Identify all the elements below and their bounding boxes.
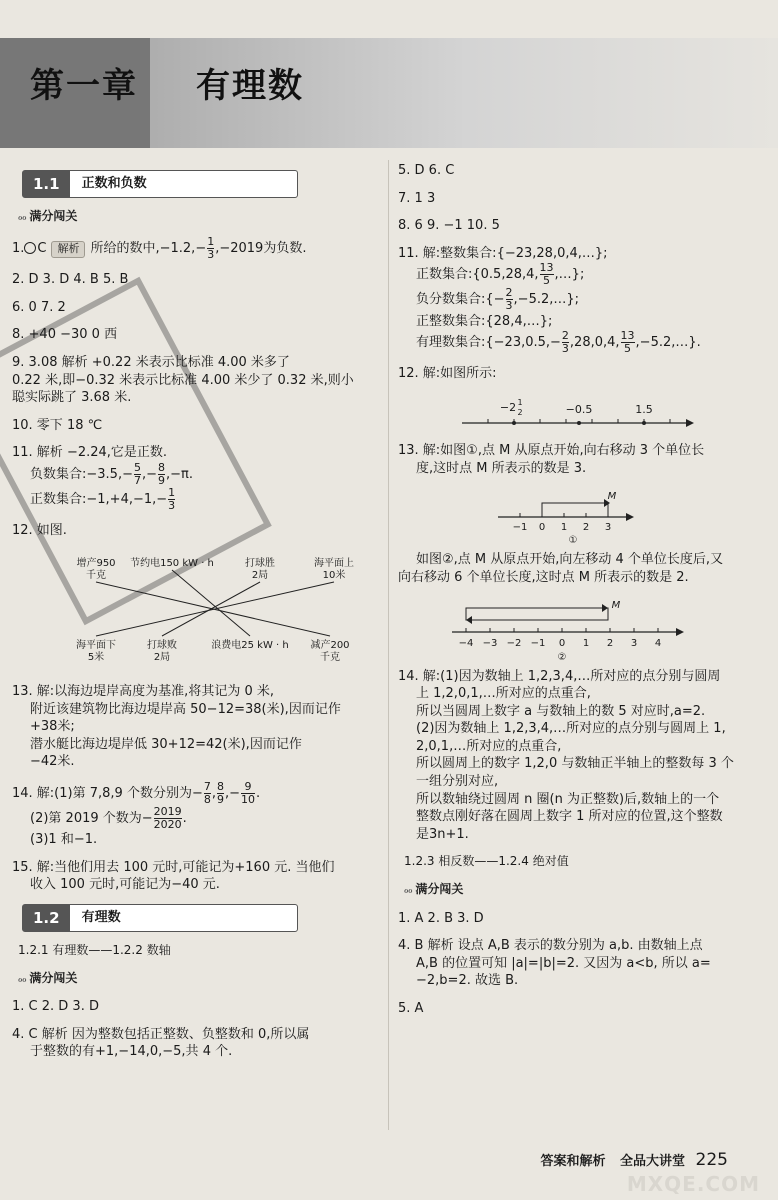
footer-label: 答案和解析 <box>540 1154 606 1169</box>
right-column <box>398 162 758 1027</box>
analysis-tag: 解析 <box>51 241 85 258</box>
number-line-2 <box>398 596 758 662</box>
section-1-2-bar <box>22 904 298 932</box>
column-divider <box>388 160 389 1130</box>
marker-icon: ℴℴ <box>404 886 413 897</box>
nl2-caption: ② <box>557 652 567 663</box>
diagram-top-3a: 打球胜 <box>245 557 275 569</box>
diagram-bot-2a: 打球败 <box>147 639 177 651</box>
svg-text:−1: −1 <box>530 638 546 650</box>
svg-text:−4: −4 <box>458 638 474 650</box>
answer-1-3: 1. C 2. D 3. D <box>12 999 99 1015</box>
nl12-frac-num: 1 <box>517 397 523 407</box>
watermark: MXQE.COM <box>626 1172 760 1196</box>
answer-13-b: 如图②,点 M 从原点开始,向左移动 4 个单位长度后,又 向右移动 6 个单位长度,这时点 M 所表示的数是 2. <box>398 552 724 585</box>
matching-diagram <box>12 556 372 668</box>
section-title: 有理数 <box>81 910 121 926</box>
chapter-label: 第一章 <box>30 66 138 106</box>
answer-14: 14. 解:(1)第 7,8,9 个数分别为− $\frac{7}{8}$ , $\frac{8}{9}$ ,− $\frac{9}{10}$ . (2)第 2019 个数为− $\frac{2019}{2020}$ . (3)1 和−1. <box>12 779 261 848</box>
answer-6-7: 6. 0 7. 2 <box>12 299 66 315</box>
check-icon <box>24 242 36 254</box>
answer-1: 1. C 解析 所给的数中,−1.2,− $\frac{1}{3}$ ,−2019为负数. <box>12 235 307 262</box>
diagram-top-1b: 千克 <box>86 569 106 581</box>
section-1-1-bar <box>22 170 298 198</box>
left-column <box>12 170 380 1071</box>
diagram-top-3b: 2局 <box>251 569 269 581</box>
diagram-top-4a: 海平面上 <box>314 557 354 569</box>
svg-text:4: 4 <box>654 638 662 650</box>
nl12-frac-den: 2 <box>517 407 523 417</box>
diagram-bot-4b: 千克 <box>320 651 340 663</box>
svg-text:1: 1 <box>582 638 590 650</box>
full-score-heading: ℴℴ 满分闯关 <box>18 209 78 223</box>
answer-14: 14. 解:(1)因为数轴上 1,2,3,4,…所对应的点分别与圆周 上 1,2,0,1,…所对应的点重合, 所以当圆周上数字 a 与数轴上的数 5 对应时,a=2. (2)因为数轴上 1,2,3,4,…所对应的点分别与圆周上 1, 2,0,1,…所对应的点重合, 所以圆周上的数字 1,2,0 与数轴正半轴上的整数每 3 个 一组分别对应, 所以数轴绕过圆周 n 圈(n 为正整数)后,数轴上的一个 整数点刚好落在圆周上数字 1 所对应的位置,这个整数 是3n+1. <box>398 668 734 842</box>
answer-13: 13. 解:如图①,点 M 从原点开始,向右移动 3 个单位长 度,这时点 M 所表示的数是 3. <box>398 443 705 476</box>
fraction: $\frac{1}{3}$ <box>207 235 215 262</box>
answer-4-b: 4. B 解析 设点 A,B 表示的数分别为 a,b. 由数轴上点 A,B 的位置可知 |a|=|b|=2. 又因为 a<b, 所以 a= −2,b=2. 故选 B. <box>398 938 711 989</box>
answer-5-b: 5. A <box>398 1000 424 1016</box>
answer-5-6: 5. D 6. C <box>398 163 455 178</box>
section-title: 正数和负数 <box>81 176 147 192</box>
diagram-bot-1b: 5米 <box>87 651 105 663</box>
full-score-heading: ℴℴ 满分闯关 <box>404 882 464 897</box>
subsection-title: 1.2.1 有理数——1.2.2 数轴 <box>18 942 171 957</box>
answer-7: 7. 1 3 <box>398 190 436 206</box>
marker-icon: ℴℴ <box>18 213 27 223</box>
number-line-1 <box>398 487 758 545</box>
svg-text:0: 0 <box>538 522 546 534</box>
diagram-bot-2b: 2局 <box>153 651 171 663</box>
diagram-top-4b: 10米 <box>322 569 346 581</box>
svg-text:−3: −3 <box>482 638 498 650</box>
page-footer <box>540 1150 728 1170</box>
answer-11: 11. 解析 −2.24,它是正数. 负数集合:−3.5,− $\frac{5}{7}$ ,− $\frac{8}{9}$ ,−π. 正数集合:−1,+4,−1,− $\frac{1}{3}$ <box>12 445 193 513</box>
answer-11-sets: 11. 解:整数集合:{−23,28,0,4,…}; 正数集合:{0.5,28,4, $\frac{13}{5}$ ,…}; 负分数集合:{− $\frac{2}{3}$ ,−5.2,…}; 正整数集合:{28,4,…}; 有理数集合:{−23,0.5,− $\frac{2}{3}$ ,28,0,4, $\frac{13}{5}$ ,−5.2,…}. <box>398 245 701 356</box>
diagram-bot-1a: 海平面下 <box>76 639 116 651</box>
nl12-label-int: −2 <box>499 400 517 414</box>
diagram-bot-3: 浪费电25 kW · h <box>211 639 289 651</box>
subsection-title: 1.2.3 相反数——1.2.4 绝对值 <box>404 854 569 869</box>
nl1-caption: ① <box>568 535 578 546</box>
answer-15: 15. 解:当他们用去 100 元时,可能记为+160 元. 当他们 收入 100 元时,可能记为−40 元. <box>12 859 335 893</box>
number-line-12 <box>398 393 758 437</box>
answer-2-5: 2. D 3. D 4. B 5. B <box>12 272 129 288</box>
full-score-heading: ℴℴ 满分闯关 <box>18 971 78 986</box>
footer-brand: 全品大讲堂 <box>620 1154 686 1169</box>
answer-10: 10. 零下 18 ℃ <box>12 417 103 433</box>
nl2-m: M <box>611 600 621 612</box>
answer-12: 12. 如图. <box>12 523 67 539</box>
svg-text:1: 1 <box>560 522 568 534</box>
svg-text:3: 3 <box>630 638 638 650</box>
diagram-top-2: 节约电150 kW · h <box>130 557 214 569</box>
answer-1-3-b: 1. A 2. B 3. D <box>398 910 484 926</box>
answer-13: 13. 解:以海边堤岸高度为基准,将其记为 0 米, 附近该建筑物比海边堤岸高 50−12=38(米),因而记作 +38米; 潜水艇比海边堤岸低 30+12=42(米),因而记作 −42米. <box>12 684 341 770</box>
svg-text:−1: −1 <box>512 522 528 534</box>
nl12-label-2: −0.5 <box>565 402 593 416</box>
chapter-title: 有理数 <box>196 66 304 106</box>
diagram-bot-4a: 减产200 <box>310 639 350 651</box>
svg-text:0: 0 <box>558 638 566 650</box>
answer-8-10: 8. 6 9. −1 10. 5 <box>398 218 500 234</box>
answer-8: 8. +40 −30 0 西 <box>12 327 118 343</box>
diagram-top-1a: 增产950 <box>76 557 116 569</box>
svg-text:−2: −2 <box>506 638 522 650</box>
svg-text:2: 2 <box>606 638 614 650</box>
page-number: 225 <box>695 1150 728 1170</box>
nl1-m: M <box>607 491 617 503</box>
section-number: 1.2 <box>23 905 70 931</box>
answer-9: 9. 3.08 解析 +0.22 米表示比标准 4.00 米多了 0.22 米,即−0.32 米表示比标准 4.00 米少了 0.32 米,则小 聪实际跳了 3.68 米. <box>12 355 354 406</box>
answer-12: 12. 解:如图所示: <box>398 366 497 382</box>
section-number: 1.1 <box>23 171 70 197</box>
svg-text:3: 3 <box>604 522 612 534</box>
nl12-label-3: 1.5 <box>635 402 653 416</box>
marker-icon: ℴℴ <box>18 975 27 986</box>
answer-4: 4. C 解析 因为整数包括正整数、负整数和 0,所以属 于整数的有+1,−14,0,−5,共 4 个. <box>12 1026 310 1060</box>
svg-text:2: 2 <box>582 522 590 534</box>
